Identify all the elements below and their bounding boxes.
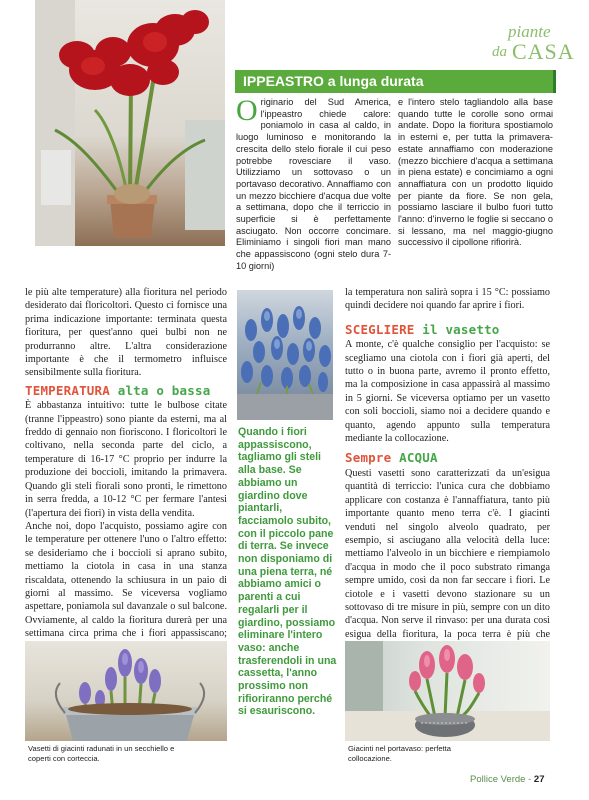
page-footer (470, 774, 580, 785)
intro-text-1: riginario del Sud America, l'ippeastro chiede calore: poniamolo in casa al caldo, in luogo luminoso e monitorando la crescita dello stelo fiorale il cui peso potrebbe rovesciare il vaso. Utilizziamo un sottovaso o un portavaso decorativo. Annaffiamo con un mezzo bicchiere d'acqua due volte a settimana, dopo che il terriccio in superficie si è perfettamente asciugato. Non occorre concimare. Eliminiamo i singoli fiori man mano che appassiscono (ogni stelo dura 7-10 giorni) (236, 97, 391, 271)
intro-column-2 (398, 97, 553, 249)
right-paragraph-1: la temperatura non salirà sopra i 15 °C: possiamo quindi decidere noi quando far aprire i fiori. (345, 287, 550, 312)
right-column (345, 286, 550, 655)
caption-left: Vasetti di giacinti radunati in un secchiello e coperti con corteccia. (28, 744, 175, 763)
temperature-heading (25, 384, 227, 397)
right-paragraph-2: A monte, c'è qualche consiglio per l'acquisto: se scegliamo una ciotola con i fiori già aperti, del tutto o in buona parte, avremo il pronto effetto, ma la composizione in casa appassirà al massimo in 5 giorni. Se viceversa optiamo per un vasetto con soli boccioli, siamo noi a decidere quando e quanto, agendo appunto sulla temperatura mediante la collocazione. (345, 339, 550, 445)
pull-quote: Quando i fiori appassiscono, tagliamo gli steli alla base. Se abbiamo un giardino dove piantarli, facciamolo subito, con il piccolo pane di terra. Se invece non disponiamo di una piena terra, né abbiamo amici o parenti a cui regalarli per il giardino, possiamo eliminare l'intero vaso: anche trasferendoli in una cassetta, l'anno prossimo non rifioriranno perché si esauriscono. (238, 426, 337, 718)
right-paragraph-3 (345, 467, 550, 655)
hyacinth-pot-photo (345, 641, 550, 741)
intro-text-2: e l'intero stelo tagliandolo alla base quando tutte le corolle sono ormai andate. Dopo la fioritura spostiamolo in esterni e, per tutta la primavera-estate annaffiamo con moderazione (mezzo bicchiere d'acqua a settimana in piena estate) e concimiamo a ogni annaffiatura con un prodotto liquido per piante da fiore. Se non gela, possiamo lasciare il bulbo fuori tutto l'anno: d'inverno le foglie si seccano o si lessano, ma nel maggio-giugno successivo il cipollone rifiorirà. (398, 97, 553, 248)
drop-cap: O (236, 94, 258, 127)
page-number: 27 (533, 774, 545, 785)
section-label-casa: CASA (512, 39, 575, 64)
footer-separator: - (528, 774, 532, 785)
muscari-photo (237, 290, 333, 420)
water-heading-a: Sempre (345, 450, 392, 466)
caption-right: Giacinti nel portavaso: perfetta collocazione. (348, 744, 451, 763)
section-badge (490, 14, 580, 74)
left-paragraph-1: le più alte temperature) alla fioritura nel periodo desiderato dai floricoltori. Questo ci fornisce una prima indicazione importante: terminata questa fioritura, per quest'anno quei bulbi non ne produrranno altre. L'altra considerazione importante è che il termometro influisce sensibilmente sulla fioritura. (25, 287, 227, 379)
left-column (25, 286, 227, 667)
right-paragraph-3-text: Questi vasetti sono caratterizzati da un'esigua quantità di terriccio: l'unica cura che dobbiamo applicare con costanza è l'annaffiatura, tanto più importante quanto meno terra c'è. I giacinti venduti nel singolo alveolo quadrato, per esempio, si asciugano alla velocità della luce: mettiamo l'alveolo in un bicchiere e riempiamolo d'acqua in modo che il poco substrato rimanga sempre umido, così da non far seccare i fiori. Le ciotole e i vasetti devono stazionare su un sottovaso di tre misure in più, sempre con un dito d'acqua. Non serve il rinvaso: per una durata così esigua della fioritura, la poca terra è più che (345, 467, 550, 640)
left-paragraph-2: È abbastanza intuitivo: tutte le bulbose citate (tranne l'ippeastro) sono piante da esterni, ma al freddo di gennaio non fioriscono. I floricoltori le coltivano, nella seconda parte del ciclo, a temperature di 16-17 °C proprio per indurre la produzione dei boccioli, imitando la primavera. Quando gli steli fiorali sono pronti, le rimettono in serra fredda, a 10-12 °C per fermare l'antesi (l'apertura dei fiori) in vista della vendita. (25, 400, 227, 519)
article-title: IPPEASTRO a lunga durata (243, 73, 424, 89)
article-title-bar (235, 70, 553, 93)
section-label-piante: piante (508, 22, 551, 41)
left-paragraph-3: Anche noi, dopo l'acquisto, possiamo agire con le temperature per ottenere l'uno o l'altro effetto: se desideriamo che i boccioli si aprano subito, mettiamo la ciotola in casa in una stanza riscaldata, ottenendo la schiusura in un paio di giorni al massimo. Se viceversa vogliamo aspettare, poniamola sul davanzale o sul balcone. Ovviamente, al caldo la fioritura durerà per una settimana circa prima che i fiori appassiscano; (25, 520, 227, 640)
water-heading (345, 451, 550, 464)
choose-pot-heading-b: il vasetto (422, 321, 500, 337)
choose-pot-heading-a: SCEGLIERE (345, 321, 415, 337)
title-bar-accent (553, 70, 556, 93)
hyacinth-bucket-photo (25, 641, 227, 741)
intro-column-1 (236, 94, 391, 273)
choose-pot-heading (345, 323, 550, 336)
section-label-da: da (492, 44, 507, 60)
temperature-heading-b: alta o bassa (117, 382, 211, 398)
water-heading-b: ACQUA (399, 450, 438, 466)
magazine-name: Pollice Verde (470, 774, 526, 785)
amaryllis-photo (35, 0, 225, 246)
temperature-heading-a: TEMPERATURA (25, 382, 110, 398)
